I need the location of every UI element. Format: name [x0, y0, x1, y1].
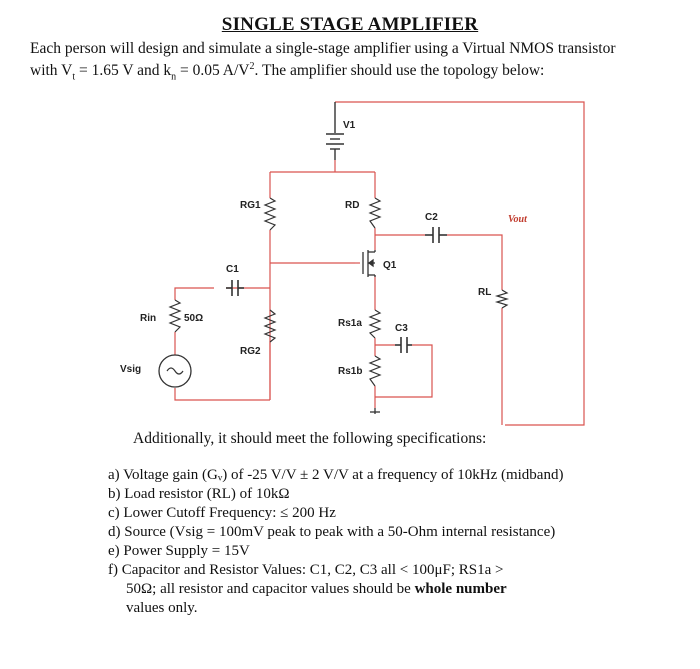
label-c2: C2: [425, 212, 438, 223]
spec-item-e: e) Power Supply = 15V: [108, 543, 250, 559]
spec-f-text: 50Ω; all resistor and capacitor values should be: [126, 581, 415, 597]
intro-text: . The amplifier should use the topology below:: [254, 62, 545, 80]
intro-text: = 0.05 A/V: [176, 62, 250, 80]
intro-sup-2: 2: [249, 61, 255, 72]
label-rs1a: Rs1a: [338, 318, 362, 329]
spec-item-b: b) Load resistor (RL) of 10kΩ: [108, 486, 290, 502]
spec-list: [108, 466, 688, 618]
spec-f-bold: whole number: [414, 581, 507, 597]
ground-symbol: [370, 408, 380, 414]
spec-item-f: [108, 561, 688, 618]
c3-capacitor: [395, 337, 412, 353]
spec-item-a: a) Voltage gain (Gᵥ) of -25 V/V ± 2 V/V at a frequency of 10kHz (midband): [108, 467, 564, 483]
resistors: [170, 198, 507, 386]
label-vout: Vout: [508, 214, 527, 225]
spec-f-line-3: values only.: [126, 600, 198, 616]
intro-sub-t: t: [72, 71, 76, 83]
page-title: SINGLE STAGE AMPLIFIER: [221, 14, 479, 35]
spec-f-line-1: f) Capacitor and Resistor Values: C1, C2, C3 all < 100μF; RS1a >: [108, 562, 504, 578]
wire-c3-return: [375, 345, 432, 397]
label-rin-value: 50Ω: [184, 313, 204, 324]
c2-capacitor: [425, 227, 447, 243]
label-rin: Rin: [140, 313, 157, 324]
label-rs1b: Rs1b: [338, 366, 363, 377]
v1-battery: [326, 102, 344, 160]
label-vsig: Vsig: [120, 364, 142, 375]
rd-resistor: [370, 198, 380, 228]
spec-f-line-2: [108, 580, 688, 599]
label-c3: C3: [395, 323, 408, 334]
rs1a-resistor: [370, 310, 380, 338]
wire-vsig-return: [175, 388, 270, 400]
label-rd: RD: [345, 200, 360, 211]
spec-item-d: d) Source (Vsig = 100mV peak to peak with a 50-Ohm internal resistance): [108, 524, 556, 540]
capacitors: [226, 227, 447, 353]
label-rg2: RG2: [240, 346, 261, 357]
intro-text: with V: [30, 62, 73, 80]
spec-item-c: c) Lower Cutoff Frequency: ≤ 200 Hz: [108, 505, 336, 521]
vsig-source: [159, 355, 191, 387]
label-rl: RL: [478, 287, 492, 298]
q1-nmos-transistor: [363, 250, 375, 277]
wire-c1-rin: [175, 288, 214, 300]
intro-text: = 1.65 V and k: [75, 62, 172, 80]
intro-line-1: Each person will design and simulate a single-stage amplifier using a Virtual NMOS transistor: [30, 40, 616, 57]
spec-intro: Additionally, it should meet the following specifications:: [133, 430, 487, 447]
wire-c2-rl: [447, 235, 502, 290]
rg1-resistor: [265, 198, 275, 230]
label-q1: Q1: [383, 260, 397, 271]
rs1b-resistor: [370, 356, 380, 386]
label-v1: V1: [343, 120, 356, 131]
label-rg1: RG1: [240, 200, 261, 211]
intro-sub-n: n: [171, 71, 177, 83]
rin-resistor: [170, 300, 180, 332]
label-c1: C1: [226, 264, 239, 275]
rl-resistor: [497, 290, 507, 308]
